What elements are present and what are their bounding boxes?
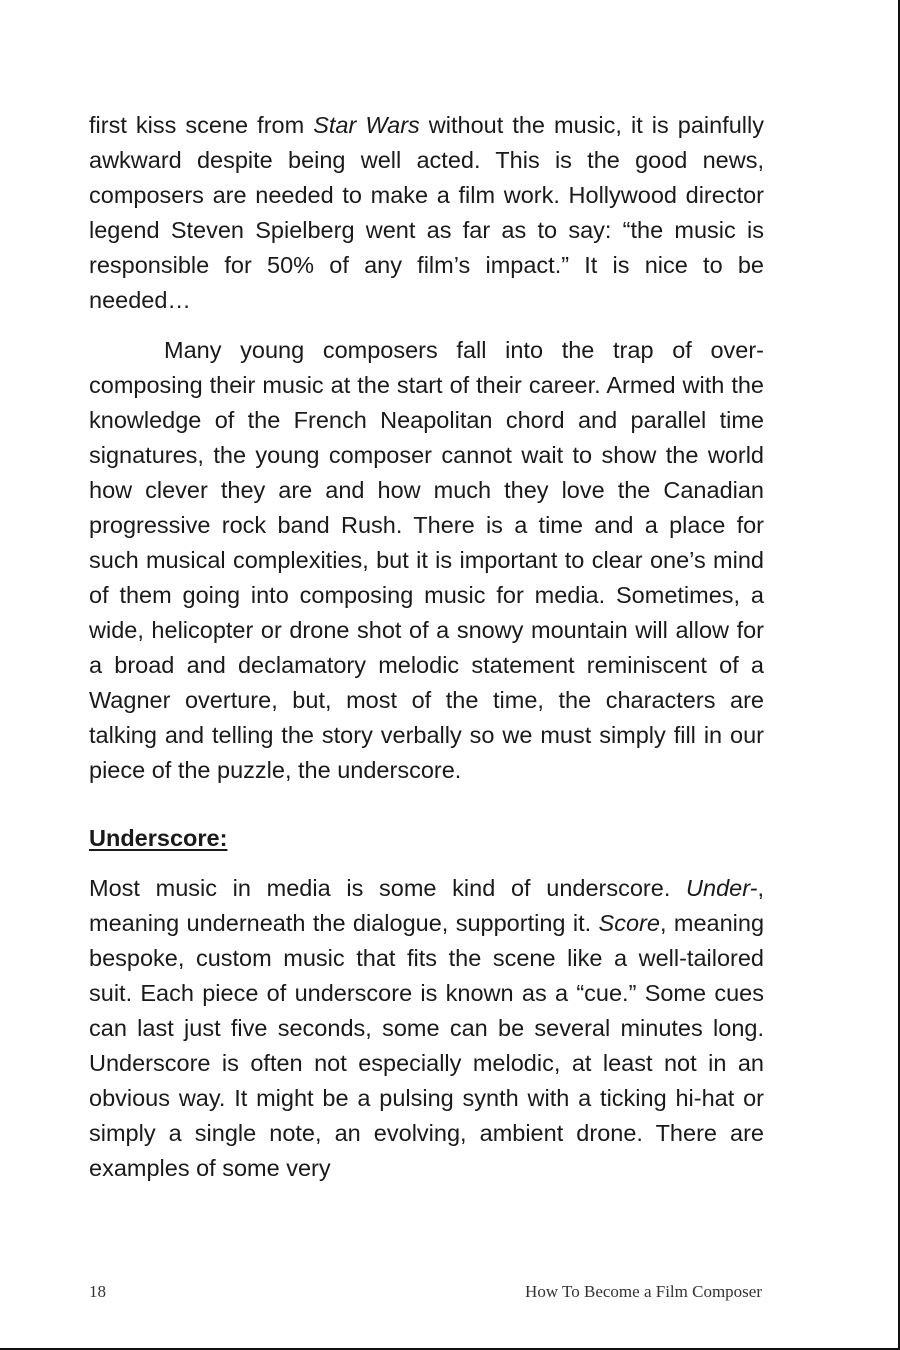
body-text: [89, 108, 764, 1186]
page-number: 18: [89, 1282, 106, 1301]
term-under: Under-: [686, 875, 758, 901]
paragraph-continued: [89, 108, 764, 318]
paragraph-text: , meaning underneath the dialogue, supporting it.: [89, 875, 764, 936]
paragraph-text: Most music in media is some kind of underscore.: [89, 875, 687, 901]
running-title: How To Become a Film Composer: [525, 1282, 762, 1301]
term-score: Score: [598, 910, 660, 936]
paragraph-text: without the music, it is painfully awkward despite being well acted. This is the good news, composers are needed to make a film work. Hollywood director legend Steven Spielberg went as far as to say: “the music is responsible for 50% of any film’s impact.” It is nice to be needed…: [89, 112, 764, 313]
paragraph-text: first kiss scene from: [89, 112, 314, 138]
section-heading-underscore: Underscore:: [89, 825, 228, 851]
film-title-star-wars: Star Wars: [313, 112, 420, 138]
paragraph-underscore-definition: [89, 871, 764, 1186]
paragraph-text: , meaning bespoke, custom music that fits the scene like a well-tailored suit. Each piece of underscore is known as a “cue.” Some cues can last just five seconds, some can be several minutes long. Underscore is often not especially melodic, at least not in an obvious way. It might be a pulsing synth with a ticking hi-hat or simply a single note, an evolving, ambient drone. There are examples of some very: [89, 910, 765, 1181]
paragraph-over-composing: Many young composers fall into the trap of over-composing their music at the start of their career. Armed with the knowledge of the French Neapolitan chord and parallel time signatures, the young composer cannot wait to show the world how clever they are and how much they love the Canadian progressive rock band Rush. There is a time and a place for such musical complexities, but it is important to clear one’s mind of them going into composing music for media. Sometimes, a wide, helicopter or drone shot of a snowy mountain will allow for a broad and declamatory melodic statement reminiscent of a Wagner overture, but, most of the time, the characters are talking and telling the story verbally so we must simply fill in our piece of the puzzle, the underscore.: [89, 337, 764, 783]
